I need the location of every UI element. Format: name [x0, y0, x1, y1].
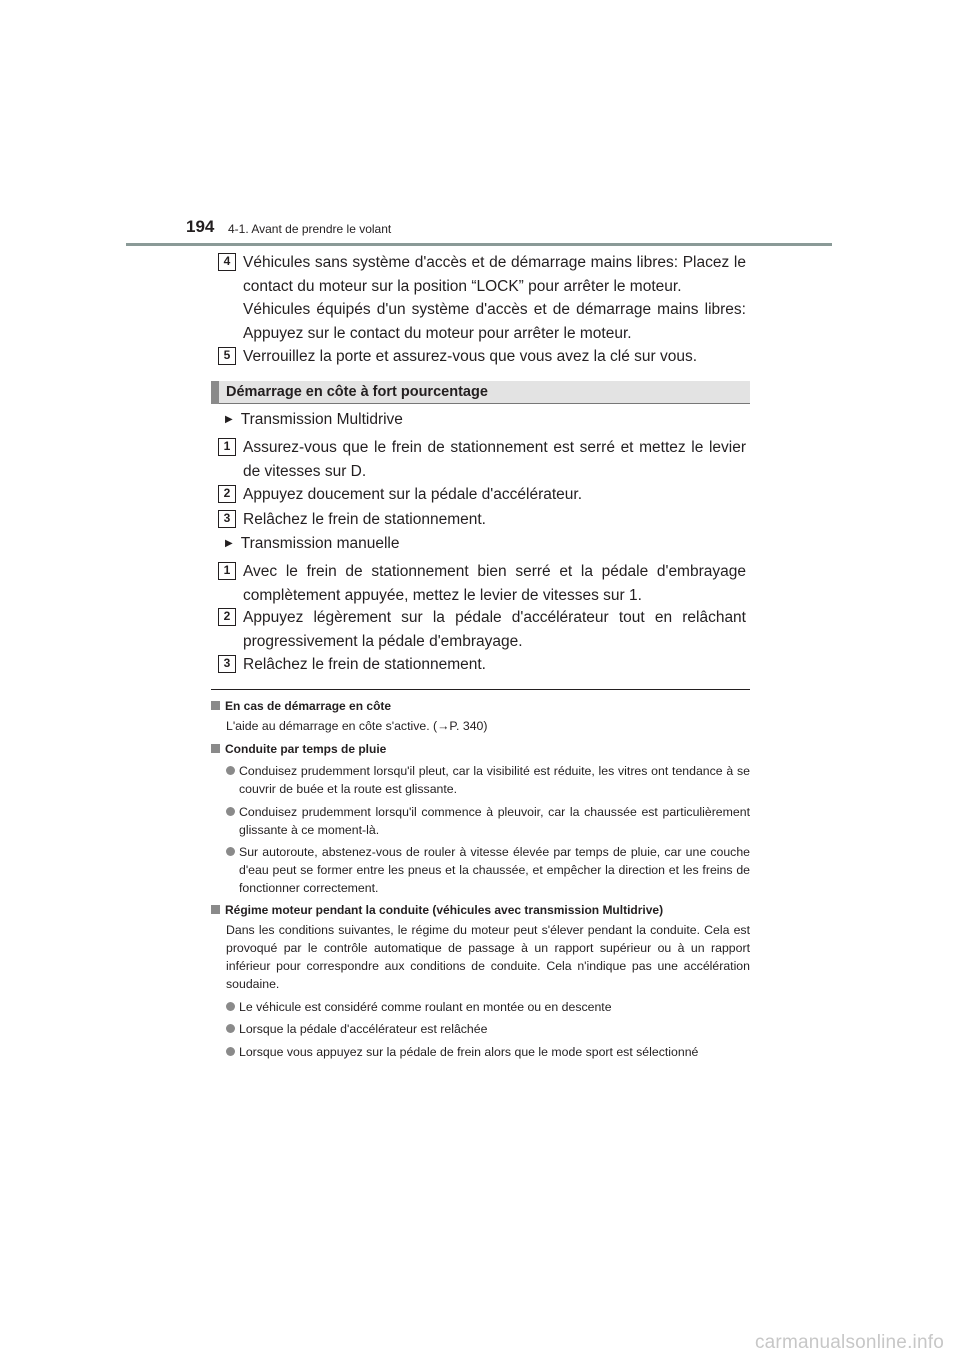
mt-step-1-text: Avec le frein de stationnement bien serré et la pédale d'embrayage complètement appuyée, mettez le levier de vitesses sur 1.: [243, 563, 746, 604]
rpm-bullet-1: [226, 998, 750, 1016]
section-accent: [211, 381, 219, 404]
triangle-bullet-icon: ▶: [225, 538, 233, 549]
section-title: Démarrage en côte à fort pourcentage: [226, 384, 488, 400]
mt-step-badge-3: 3: [218, 655, 236, 673]
note-rpm-title: [211, 903, 663, 917]
multidrive-heading-label: Transmission Multidrive: [240, 411, 403, 428]
rain-bullet-1: [226, 762, 750, 798]
bullet-text: Sur autoroute, abstenez-vous de rouler à vitesse élevée par temps de pluie, car une couche d'eau peut se former entre les pneus et la chaussée, et empêcher la direction et les freins de fonctionner correctement.: [239, 845, 750, 895]
mt-step-2-text: Appuyez légèrement sur la pédale d'accélérateur tout en relâchant progressivement la pédale d'embrayage.: [243, 609, 746, 650]
step-4-text-b: Véhicules équipés d'un système d'accès et de démarrage mains libres: Appuyez sur le contact du moteur pour arrêter le moteur.: [243, 301, 746, 342]
square-bullet-icon: [211, 905, 220, 914]
round-bullet-icon: [226, 1024, 235, 1033]
note-title-label: Régime moteur pendant la conduite (véhicules avec transmission Multidrive): [225, 903, 664, 917]
rpm-bullet-3: [226, 1043, 750, 1061]
round-bullet-icon: [226, 1047, 235, 1056]
md-step-3-text: Relâchez le frein de stationnement.: [243, 511, 486, 528]
square-bullet-icon: [211, 701, 220, 710]
triangle-bullet-icon: ▶: [225, 414, 233, 425]
md-step-badge-2: 2: [218, 485, 236, 503]
bullet-text: Le véhicule est considéré comme roulant en montée ou en descente: [239, 1000, 612, 1014]
step-4-text-a: Véhicules sans système d'accès et de démarrage mains libres: Placez le contact du moteur sur la position “LOCK” pour arrêter le moteur.: [243, 254, 746, 295]
step-badge-5: 5: [218, 347, 236, 365]
note-hill-start-title: [211, 699, 391, 713]
square-bullet-icon: [211, 744, 220, 753]
round-bullet-icon: [226, 1002, 235, 1011]
md-step-badge-1: 1: [218, 438, 236, 456]
page-number: 194: [186, 217, 215, 236]
manual-heading-label: Transmission manuelle: [240, 535, 400, 552]
notes-divider: [211, 689, 750, 690]
md-step-2-text: Appuyez doucement sur la pédale d'accélérateur.: [243, 486, 583, 503]
mt-step-badge-1: 1: [218, 562, 236, 580]
round-bullet-icon: [226, 807, 235, 816]
header-divider: [126, 243, 832, 246]
multidrive-heading: [225, 411, 403, 429]
md-step-1-text: Assurez-vous que le frein de stationnement est serré et mettez le levier de vitesses sur D.: [243, 439, 746, 480]
section-header: 4-1. Avant de prendre le volant: [228, 222, 392, 236]
note-rpm-body: Dans les conditions suivantes, le régime du moteur peut s'élever pendant la conduite. Cela est provoqué par le contrôle automatique de passage à un rapport supérieur ou à un rapport inférieur pour correspondre aux conditions de conduite. Cela n'indique pas une accélération soudaine.: [226, 923, 750, 991]
note-rain-title: [211, 742, 386, 756]
bullet-text: Conduisez prudemment lorsqu'il pleut, car la visibilité est réduite, les vitres ont tendance à se couvrir de buée et la route est glissante.: [239, 764, 750, 796]
bullet-text: Lorsque vous appuyez sur la pédale de frein alors que le mode sport est sélectionné: [239, 1045, 699, 1059]
rain-bullet-3: [226, 843, 750, 897]
rpm-bullet-2: [226, 1020, 750, 1038]
note-title-label: En cas de démarrage en côte: [225, 699, 392, 713]
rain-bullet-2: [226, 803, 750, 839]
step-badge-4: 4: [218, 253, 236, 271]
note-title-label: Conduite par temps de pluie: [225, 742, 387, 756]
bullet-text: Conduisez prudemment lorsqu'il commence à pleuvoir, car la chaussée est particulièrement glissante à ce moment-là.: [239, 805, 750, 837]
step-5-text: Verrouillez la porte et assurez-vous que vous avez la clé sur vous.: [243, 348, 698, 365]
round-bullet-icon: [226, 766, 235, 775]
note-hill-start-body: L'aide au démarrage en côte s'active. (→P. 340): [226, 719, 488, 733]
watermark: carmanualsonline.info: [754, 1332, 944, 1353]
bullet-text: Lorsque la pédale d'accélérateur est relâchée: [239, 1022, 488, 1036]
mt-step-badge-2: 2: [218, 608, 236, 626]
round-bullet-icon: [226, 847, 235, 856]
mt-step-3-text: Relâchez le frein de stationnement.: [243, 656, 486, 673]
md-step-badge-3: 3: [218, 510, 236, 528]
section-heading-bar: [211, 381, 750, 404]
manual-heading: [225, 535, 400, 553]
